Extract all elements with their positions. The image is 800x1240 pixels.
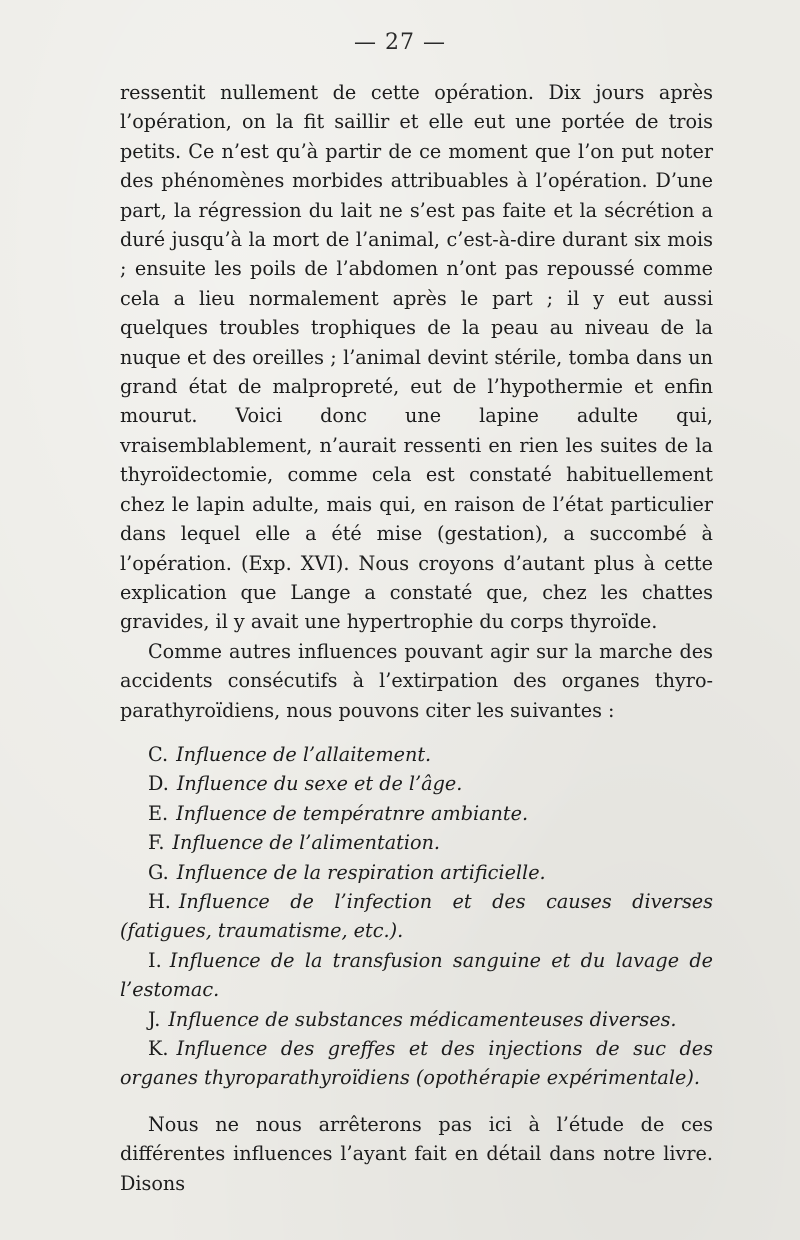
item-letter: H.: [148, 889, 171, 913]
list-item: [120, 799, 713, 828]
item-letter: I.: [148, 948, 162, 972]
list-item: [120, 1005, 713, 1034]
paragraph-continuation: ressentit nullement de cette opération. Dix jours après l’opération, on la fit saillir et elle eut une portée de trois petits. Ce n’est qu’à partir de ce moment que l’on put noter des phénomènes morbides attribuables à l’opération. D’une part, la régression du lait ne s’est pas faite et la sécrétion a duré jusqu’à la mort de l’animal, c’est-à-dire durant six mois ; ensuite les poils de l’abdomen n’ont pas repoussé comme cela a lieu normalement après le part ; il y eut aussi quelques troubles trophiques de la peau au niveau de la nuque et des oreilles ; l’animal devint stérile, tomba dans un grand état de malpropreté, eut de l’hypothermie et enfin mourut. Voici donc une lapine adulte qui, vraisemblablement, n’aurait ressenti en rien les suites de la thyroïdectomie, comme cela est constaté habituellement chez le lapin adulte, mais qui, en raison de l’état particulier dans lequel elle a été mise (gestation), a succombé à l’opération. (Exp. XVI). Nous croyons d’autant plus à cette explication que Lange a constaté que, chez les chattes gravides, il y avait une hypertrophie du corps thyroïde.: [120, 81, 713, 634]
item-title: Influence de l’alimentation.: [172, 831, 441, 855]
item-title: Influence de températnre ambiante.: [176, 801, 529, 825]
influences-list: [120, 740, 713, 1093]
item-letter: J.: [148, 1007, 161, 1031]
list-item: [120, 1034, 713, 1093]
item-title: Influence de substances médicamenteuses diverses.: [168, 1007, 677, 1031]
item-letter: E.: [148, 801, 169, 825]
list-item: [120, 828, 713, 857]
item-letter: F.: [148, 831, 165, 855]
item-title: Influence de la respiration artificielle.: [176, 860, 546, 884]
item-letter: D.: [148, 772, 169, 796]
page-number: — 27 —: [354, 30, 446, 55]
item-letter: C.: [148, 742, 169, 766]
item-title: Influence de la transfusion sanguine et du lavage de l’estomac.: [120, 948, 713, 1002]
list-item: [120, 740, 713, 769]
paragraph-closing: Nous ne nous arrêterons pas ici à l’étude de ces différentes influences l’ayant fait en détail dans notre livre. Disons: [120, 1112, 713, 1195]
list-item: [120, 769, 713, 798]
list-item: [120, 887, 713, 946]
body-text: [120, 78, 713, 1198]
item-title: Influence de l’allaitement.: [176, 742, 432, 766]
paragraph-influences-intro: Comme autres influences pouvant agir sur la marche des accidents consécutifs à l’extirpation des organes thyro-parathyroïdiens, nous pouvons citer les suivantes :: [120, 639, 713, 722]
item-title: Influence des greffes et des injections de suc des organes thyroparathyroïdiens (opothérapie expérimentale).: [120, 1037, 713, 1090]
list-item: [120, 946, 713, 1005]
list-item: [120, 858, 713, 887]
item-title: Influence de l’infection et des causes diverses (fatigues, traumatisme, etc.).: [120, 889, 713, 943]
item-letter: G.: [148, 860, 169, 884]
item-letter: K.: [148, 1037, 169, 1060]
item-title: Influence du sexe et de l’âge.: [176, 772, 463, 796]
